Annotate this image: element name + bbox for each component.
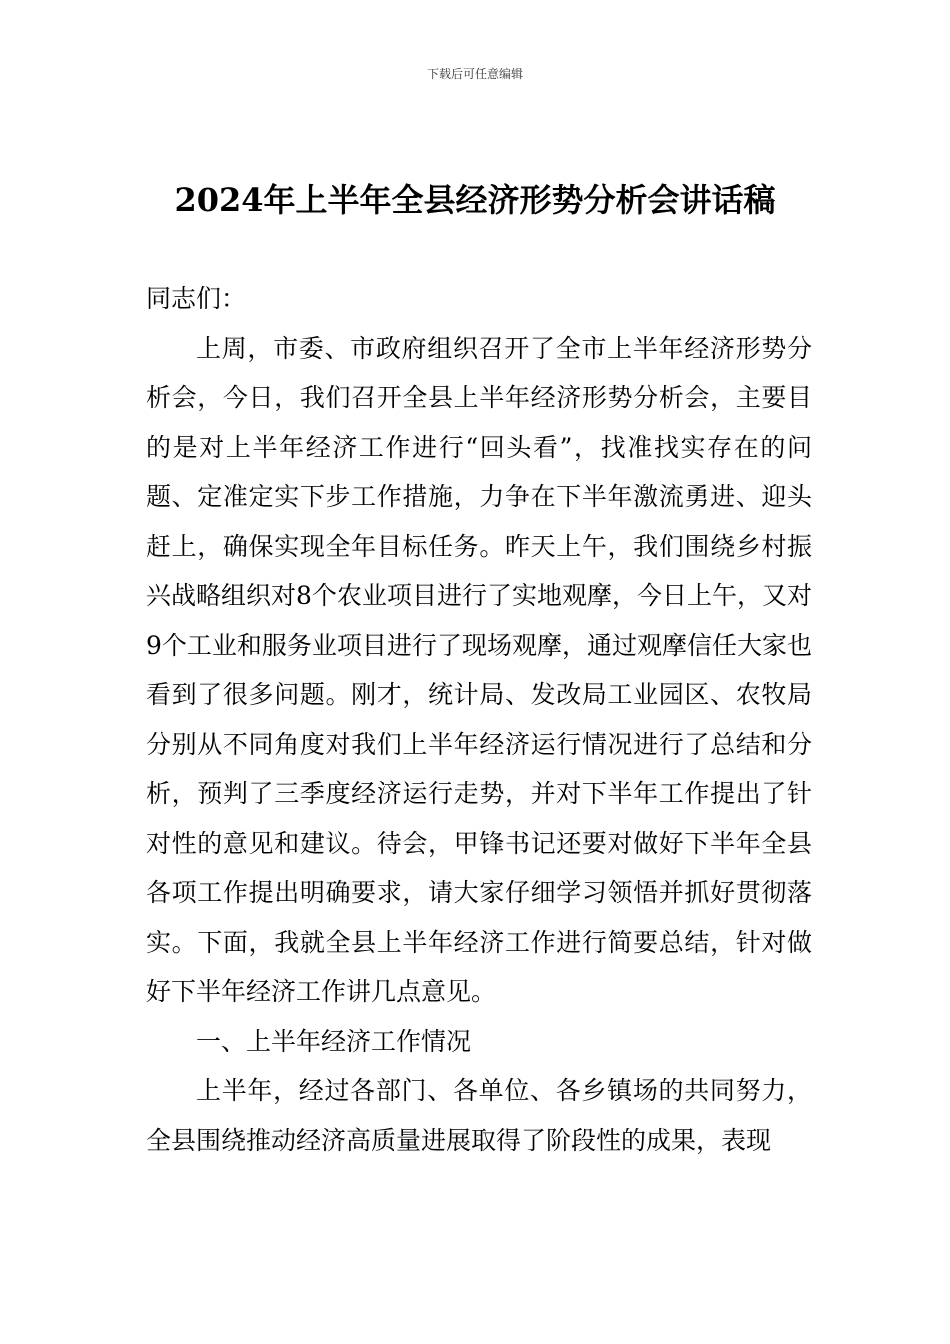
paragraph-intro: 上周，市委、市政府组织召开了全市上半年经济形势分析会，今日，我们召开全县上半年经济形势分析会，主要目的是对上半年经济工作进行“回头看”，找准找实存在的问题、定准定实下步工作措施，力争在下半年激流勇进、迎头赶上，确保实现全年目标任务。昨天上午，我们围绕乡村振兴战略组织对8个农业项目进行了实地观摩，今日上午，又对9个工业和服务业项目进行了现场观摩，通过观摩信任大家也看到了很多问题。刚才，统计局、发改局工业园区、农牧局分别从不同角度对我们上半年经济运行情况进行了总结和分析，预判了三季度经济运行走势，并对下半年工作提出了针对性的意见和建议。待会，甲锋书记还要对做好下半年全县各项工作提出明确要求，请大家仔细学习领悟并抓好贯彻落实。下面，我就全县上半年经济工作进行简要总结，针对做好下半年经济工作讲几点意见。 xyxy=(146,333,812,1006)
header-note: 下载后可任意编辑 xyxy=(426,67,523,81)
section-heading: 一、上半年经济工作情况 xyxy=(196,1026,472,1056)
salutation: 同志们： xyxy=(146,284,247,313)
document-title: 2024年上半年全县经济形势分析会讲话稿 xyxy=(174,181,776,219)
paragraph-section-1: 上半年，经过各部门、各单位、各乡镇场的共同努力，全县围绕推动经济高质量进展取得了阶段性的成果，表现 xyxy=(146,1076,812,1155)
document-body xyxy=(146,274,812,1165)
